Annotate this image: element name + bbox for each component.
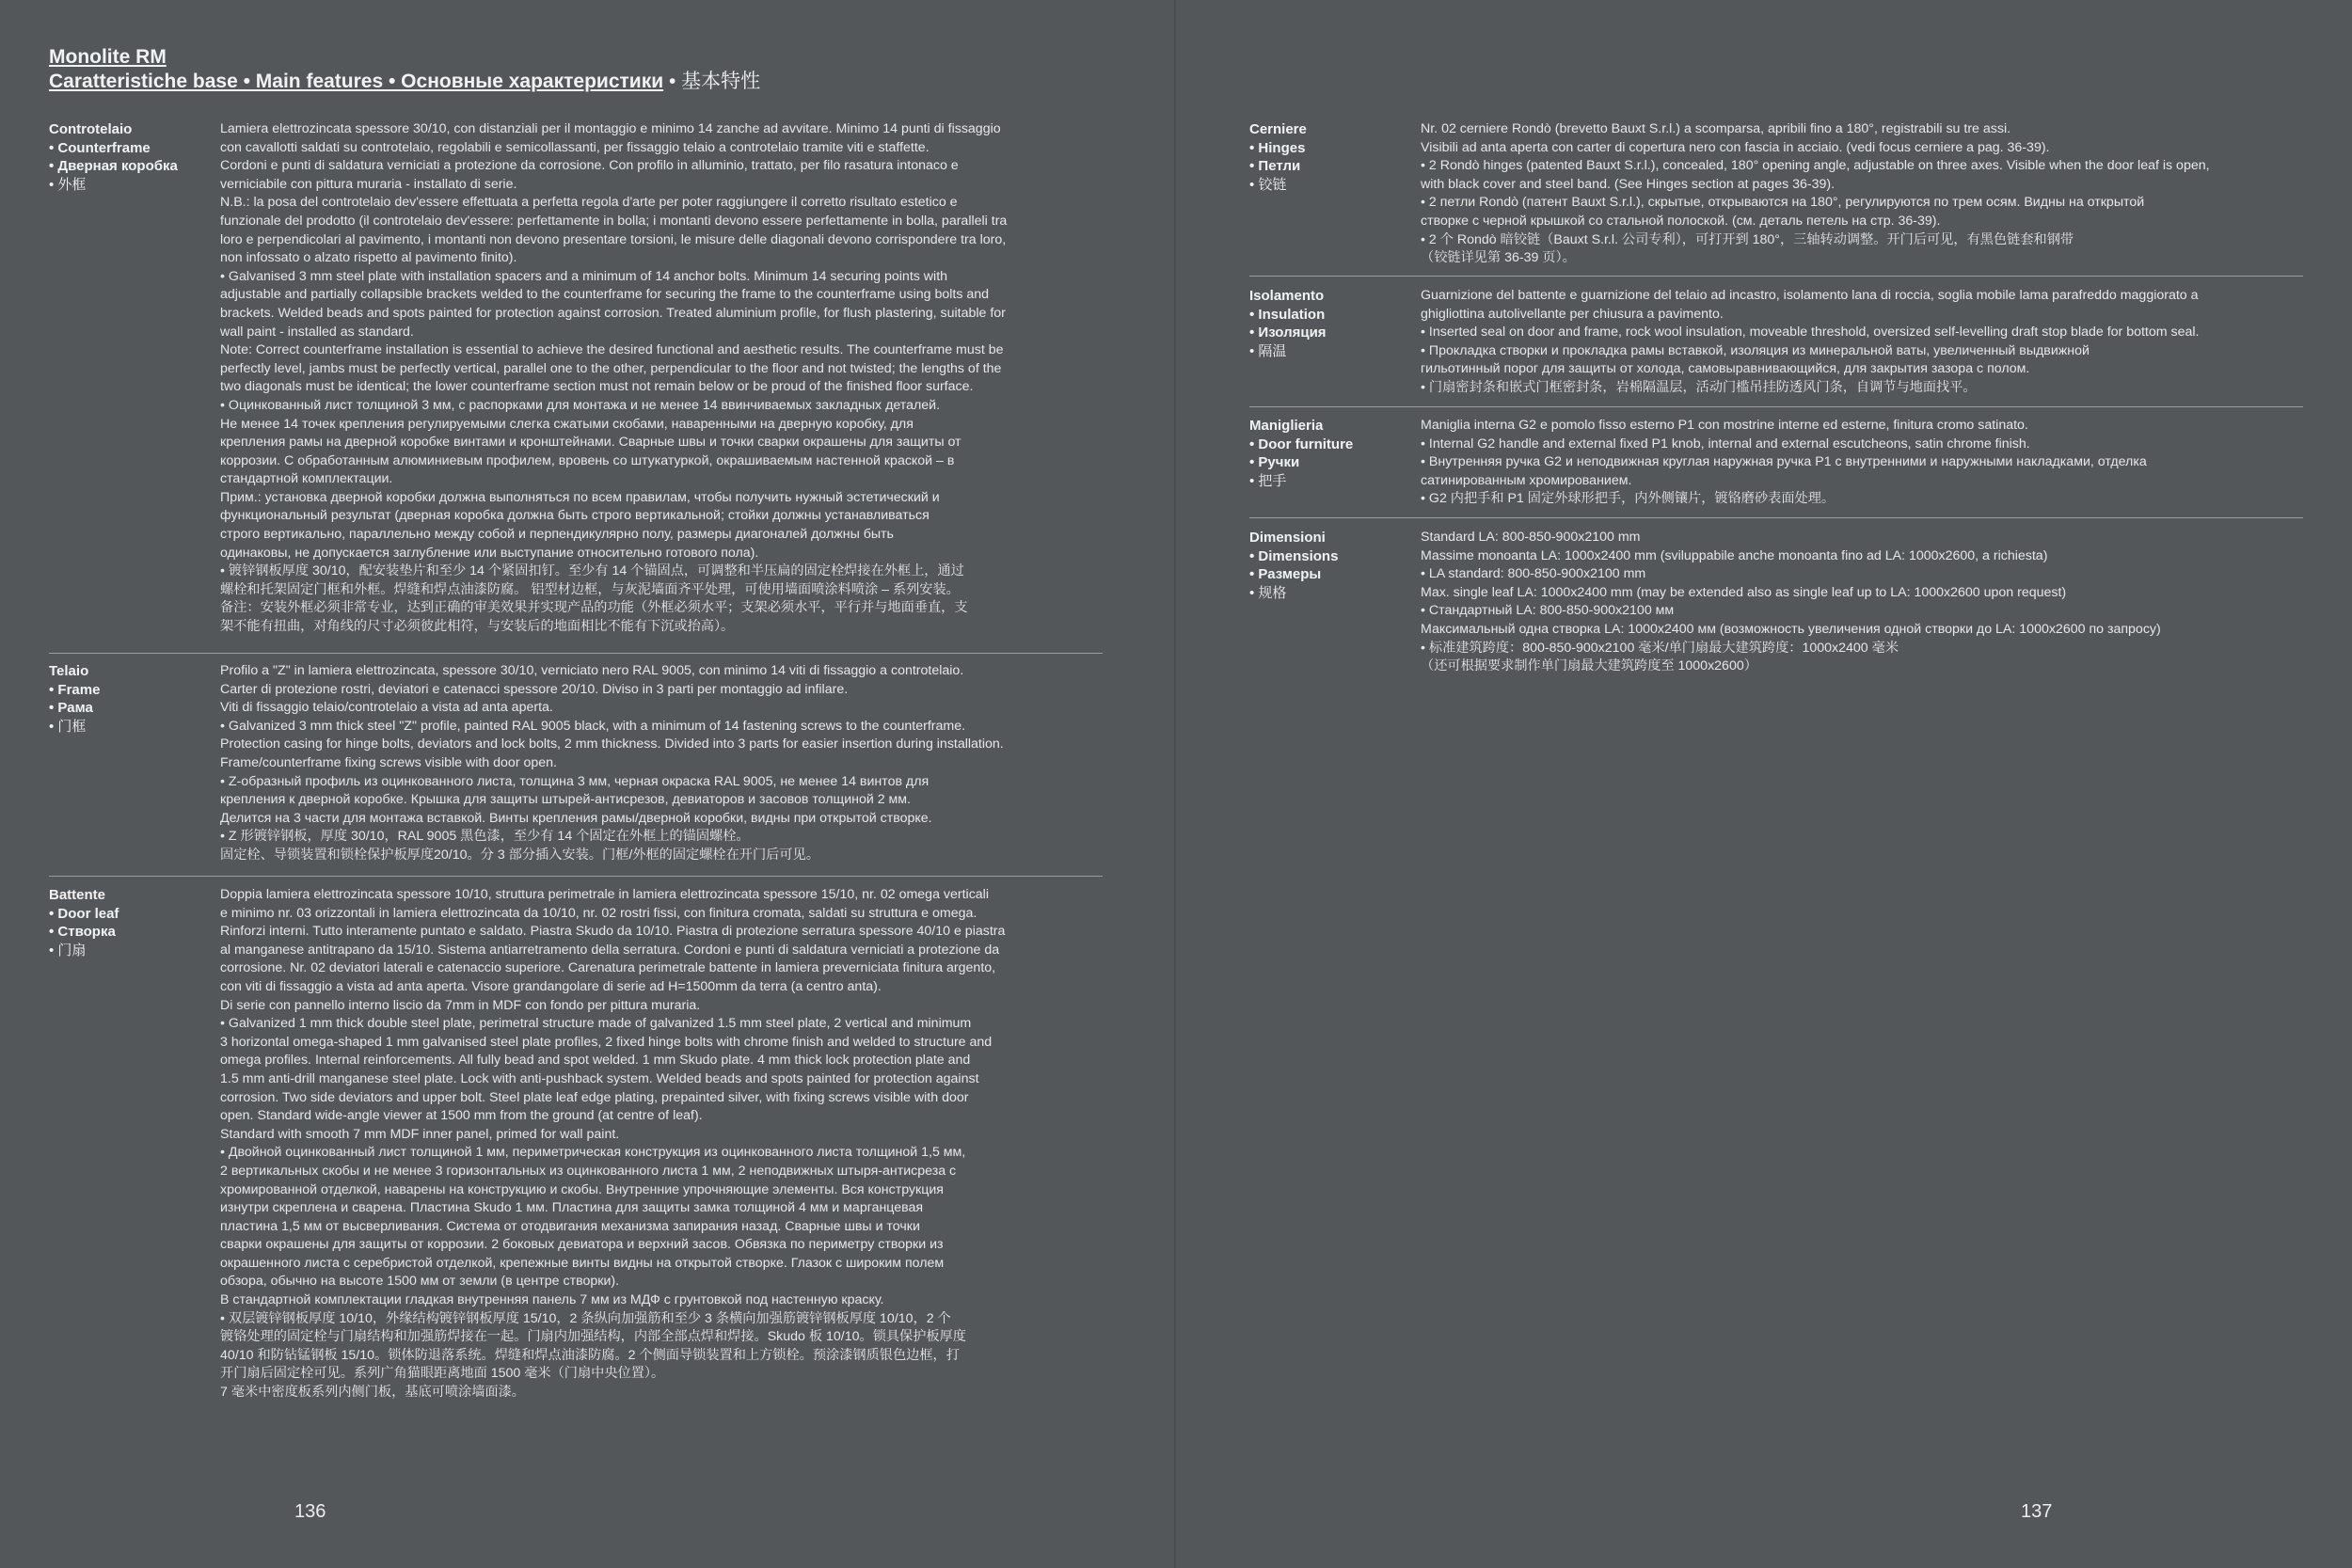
text-line: • LA standard: 800-850-900x2100 mm [1421,566,1646,582]
section-label-ru: • Изоляция [1249,325,1327,341]
text-line: con viti di fissaggio a vista ad anta aperta. Visore grandangolare di serie ad H=1500mm da terra (a centro anta). [220,978,882,994]
section-labels [1249,417,1414,490]
section-label-ru: • Рама [49,700,93,717]
section-label-ru: • Дверная коробка [49,158,178,175]
text-line: 螺栓和托架固定门框和外框。焊缝和焊点油漆防腐。 铝型材边框，与灰泥墙面齐平处理，可使用墙面喷涂料喷涂 – 系列安装。 [220,581,960,597]
section-label-ru: • Размеры [1249,566,1322,583]
text-line: Visibili ad anta aperta con carter di copertura nero con fascia in acciaio. (vedi focus cerniere a pag. 36-39). [1421,139,2050,155]
section-text [1421,287,2312,398]
section-labels [1249,287,1414,360]
text-line: Standard LA: 800-850-900x2100 mm [1421,530,1641,545]
text-line: • G2 内把手和 P1 固定外球形把手，内外侧镶片，镀铬磨砂表面处理。 [1421,491,1836,507]
section-label-en: • Counterframe [49,139,151,156]
text-line: Maniglia interna G2 e pomolo fisso esterno P1 con mostrine interne ed esterne, finitura cromo satinato. [1421,418,2028,433]
text-line: non infossato o alzato rispetto al pavimento finito). [220,250,517,266]
text-line: Делится на 3 части для монтажа вставкой. Винты крепления рамы/дверной коробки, видны при открытой створке. [220,810,932,826]
text-line: perfectly level, jambs must be perfectly vertical, parallel one to the other, perpendicular to the floor and not twisted; the lengths of the [220,360,1002,376]
section-divider [49,653,1103,654]
section-divider [1249,406,2303,407]
document-subtitle [49,70,760,94]
section-insulation [1249,287,2303,400]
section-label-it: Isolamento [1249,288,1325,304]
section-door-furniture [1249,417,2303,511]
text-line: Note: Correct counterframe installation is essential to achieve the desired functional and aesthetic results. The counterframe must be [220,342,1004,358]
document-title: Monolite RM [49,46,167,68]
text-line: • Двойной оцинкованный лист толщиной 1 мм, периметрическая конструкция из оцинкованного листа толщиной 1,5 мм, [220,1145,966,1161]
section-label-en: • Door leaf [49,905,119,922]
text-line: 镀铬处理的固定栓与门扇结构和加强筋焊接在一起。门扇内加强结构，内部全部点焊和焊接。Skudo 板 10/10。锁具保护板厚度 [220,1329,966,1345]
text-line: Viti di fissaggio telaio/controtelaio a vista ad anta aperta. [220,700,553,716]
section-divider [1249,517,2303,518]
section-text [220,886,1112,1402]
text-line: Guarnizione del battente e guarnizione del telaio ad incastro, isolamento lana di roccia, soglia mobile lama parafreddo maggiorato a [1421,288,2199,303]
section-label-ru: • Ручки [1249,454,1300,471]
section-labels [1249,120,1414,194]
section-label-it: Cerniere [1249,121,1307,137]
text-line: изнутри скреплена и сварена. Пластина Skudo 1 мм. Пластина для защиты замка толщиной 4 мм и марганцевая [220,1200,924,1216]
text-line: 2 вертикальных скобы и не менее 3 горизонтальных из оцинкованного листа 1 мм, 2 неподвижных штыря-антисреза с [220,1163,957,1179]
text-line: • Прокладка створки и прокладка рамы вставкой, изоляция из минеральной ваты, увеличенный выдвижной [1421,342,2090,358]
text-line: with black cover and steel band. (See Hinges section at pages 36-39). [1421,176,1836,192]
section-label-cn: • 外框 [49,176,87,193]
section-dimensions [1249,529,2303,689]
text-line: Massime monoanta LA: 1000x2400 mm (sviluppabile anche monoanta fino ad LA: 1000x2600, a richiesta) [1421,547,2048,563]
text-line: 固定栓、导锁装置和锁栓保护板厚度20/10。分 3 部分插入安装。门框/外框的固定螺栓在开门后可见。 [220,847,819,863]
text-line: Profilo a "Z" in lamiera elettrozincata, spessore 30/10, verniciato nero RAL 9005, con minimo 14 viti di fissaggio a controtelaio. [220,663,964,678]
text-line: • Z 形镀锌钢板，厚度 30/10，RAL 9005 黑色漆，至少有 14 个固定在外框上的锚固螺栓。 [220,829,750,845]
text-line: • Внутренняя ручка G2 и неподвижная круглая наружная ручка P1 с внутренними и наружными накладками, отделка [1421,454,2147,470]
section-labels [49,886,214,959]
section-label-en: • Dimensions [1249,547,1339,564]
section-label-en: • Door furniture [1249,436,1354,452]
text-line: brackets. Welded beads and spots painted for protection against corrosion. Treated aluminium profile, for flush plastering, suitable for [220,305,1006,321]
text-line: funzionale del prodotto (il controtelaio dev'essere: perfettamente in bolla; i montanti devono essere perfettamente in bolla, paralleli tra [220,213,1008,229]
text-line: • Galvanized 1 mm thick double steel plate, perimetral structure made of galvanized 1.5 mm steel plate, 2 vertical and minimum [220,1016,972,1032]
text-line: • 门扇密封条和嵌式门框密封条，岩棉隔温层，活动门槛吊挂防透风门条，自调节与地面找平。 [1421,379,1977,395]
text-line: • Стандартный LA: 800-850-900x2100 мм [1421,603,1675,619]
section-label-it: Battente [49,887,106,903]
text-line: сатинированным хромированием. [1421,472,1632,488]
text-line: коррозии. С обработанным алюминиевым профилем, вровень со штукатуркой, окрашиваемым настенной краской – в [220,452,955,468]
text-line: сварки окрашены для защиты от коррозии. 2 боковых девиатора и верхний засов. Обвязка по периметру створки из [220,1237,944,1253]
text-line: 架不能有扭曲，对角线的尺寸必须彼此相符，与安装后的地面相比不能有下沉或抬高）。 [220,619,735,635]
text-line: • 2 петли Rondò (патент Bauxt S.r.l.), скрытые, открываются на 180°, регулируются по трем осям. Видны на открытой [1421,195,2145,211]
text-line: функциональный результат (дверная коробка должна быть строго вертикальной; стойки должны устанавливаться [220,508,930,524]
section-text [1421,529,2312,676]
section-divider [1249,276,2303,277]
text-line: • Z-образный профиль из оцинкованного листа, толщина 3 мм, черная окраска RAL 9005, не менее 14 винтов для [220,773,930,789]
text-line: 1.5 mm anti-drill manganese steel plate. Lock with anti-pushback system. Welded beads and spots painted for protection against [220,1070,979,1086]
section-label-it: Maniglieria [1249,418,1324,434]
text-line: окрашенного листа с серебристой отделкой, крепежные винты видны на открытой створке. Глазок с широким полем [220,1255,945,1271]
text-line: 备注：安装外框必须非常专业，达到正确的审美效果并实现产品的功能（外框必须水平；支架必须水平，平行并与地面垂直，支 [220,600,968,616]
section-hinges [1249,120,2303,271]
text-line: verniciabile con pittura muraria - installato di serie. [220,176,517,192]
text-line: • 标准建筑跨度：800-850-900x2100 毫米/单门扇最大建筑跨度：1000x2400 毫米 [1421,640,1899,656]
text-line: al manganese antitrapano da 15/10. Sistema antiarretramento della serratura. Cordoni e punti di saldatura verniciati a protezione da [220,942,1000,958]
text-line: крепления к дверной коробке. Крышка для защиты штырей-антисрезов, девиаторов и засовов толщиной 2 мм. [220,792,911,808]
section-labels [1249,529,1414,602]
subtitle-languages: Caratteristiche base • Main features • Основные характеристики [49,71,664,92]
text-line: • 镀锌钢板厚度 30/10，配安装垫片和至少 14 个紧固扣钉。至少有 14 个锚固点，可调整和半压扁的固定栓焊接在外框上，通过 [220,563,964,579]
section-counterframe [49,120,1103,647]
section-text [1421,120,2312,268]
text-line: Di serie con pannello interno liscio da 7mm in MDF con fondo per pittura muraria. [220,997,701,1013]
section-text [220,662,1112,865]
text-line: • Galvanized 3 mm thick steel "Z" profile, painted RAL 9005 black, with a minimum of 14 fastening screws to the counterframe. [220,718,966,734]
text-line: пластина 1,5 мм от высверливания. Система от отодвигания механизма запирания назад. Сварные швы и точки [220,1218,920,1234]
text-line: （铰链详见第 36-39 页）。 [1421,250,1576,266]
text-line: ghigliottina autolivellante per chiusura a pavimento. [1421,306,1724,322]
text-line: open. Standard wide-angle viewer at 1500 mm from the ground (at centre of leaf). [220,1108,703,1124]
section-label-cn: • 隔温 [1249,342,1287,359]
text-line: Rinforzi interni. Tutto interamente puntato e saldato. Piastra Skudo da 10/10. Piastra di protezione serratura spessore 40/10 e piastra [220,924,1006,940]
section-labels [49,662,214,736]
text-line: крепления рамы на дверной коробке винтами и кронштейнами. Сварные швы и точки сварки окрашены для защиты от [220,435,961,451]
text-line: adjustable and partially collapsible brackets welded to the counterframe for securing the frame to the counterframe using bolts and [220,287,990,303]
text-line: Max. single leaf LA: 1000x2400 mm (may be extended also as single leaf up to LA: 1000x2600 upon request) [1421,584,2067,600]
text-line: • Galvanised 3 mm steel plate with installation spacers and a minimum of 14 anchor bolts. Minimum 14 securing points with [220,268,948,284]
text-line: e minimo nr. 03 orizzontali in lamiera elettrozincata da 10/10, nr. 02 rostri fissi, con finitura cromata, saldati su struttura e omega. [220,905,977,921]
text-line: строго вертикально, параллельно между собой и перпендикулярно полу, размеры диагоналей должны быть [220,527,894,543]
text-line: Nr. 02 cerniere Rondò (brevetto Bauxt S.r.l.) a scomparsa, apribili fino a 180°, registrabili su tre assi. [1421,121,2011,136]
section-label-cn: • 门框 [49,718,87,735]
text-line: • 双层镀锌钢板厚度 10/10，外缘结构镀锌钢板厚度 15/10，2 条纵向加强筋和至少 3 条横向加强筋镀锌钢板厚度 10/10，2 个 [220,1310,951,1326]
text-line: Frame/counterframe fixing screws visible with door open. [220,754,557,770]
text-line: wall paint - installed as standard. [220,324,414,340]
right-page [1176,0,2352,1568]
text-line: 40/10 和防钻锰钢板 15/10。锁体防退落系统。焊缝和焊点油漆防腐。2 个侧面导锁装置和上方锁栓。预涂漆钢质银色边框，打 [220,1347,960,1363]
text-line: con cavallotti saldati su controtelaio, regolabili e semicollassanti, per fissaggio telaio a controtelaio tramite viti e staffette. [220,139,930,155]
text-line: створке с черной крышкой со стальной полоской. (см. деталь петель на стр. 36-39). [1421,213,1941,229]
text-line: Lamiera elettrozincata spessore 30/10, con distanziali per il montaggio e minimo 14 zanche ad avvitare. Minimo 14 punti di fissaggio [220,121,1001,136]
text-line: • Inserted seal on door and frame, rock wool insulation, moveable threshold, oversized self-levelling draft stop blade for bottom seal. [1421,325,2200,341]
section-label-en: • Insulation [1249,306,1326,323]
text-line: （还可根据要求制作单门扇最大建筑跨度至 1000x2600） [1421,658,1757,674]
text-line: В стандартной комплектации гладкая внутренняя панель 7 мм из МДФ с грунтовкой под настенную краску. [220,1292,884,1308]
text-line: • Internal G2 handle and external fixed P1 knob, internal and external escutcheons, satin chrome finish. [1421,436,2030,451]
section-label-cn: • 铰链 [1249,176,1287,193]
section-frame [49,662,1103,869]
text-line: Прим.: установка дверной коробки должна выполняться по всем правилам, чтобы получить нужный эстетический и [220,489,940,505]
section-label-cn: • 规格 [1249,584,1287,601]
subtitle-chinese: • 基本特性 [663,71,761,92]
left-page [0,0,1174,1568]
text-line: N.B.: la posa del controtelaio dev'essere effettuata a perfetta regola d'arte per poter raggiungere il corretto risultato estetico e [220,195,958,211]
text-line: одинаковы, не допускается заглубление или выступание относительно готового пола). [220,545,759,561]
section-label-ru: • Створка [49,924,116,941]
text-line: хромированной отделкой, наварены на конструкцию и скобы. Внутренние упрочняющие элементы. Вся конструкция [220,1181,944,1197]
section-door-leaf [49,886,1103,1422]
section-label-cn: • 把手 [1249,472,1287,489]
text-line: 7 毫米中密度板系列内侧门板，基底可喷涂墙面漆。 [220,1385,525,1401]
text-line: стандартной комплектации. [220,471,393,487]
text-line: Cordoni e punti di saldatura verniciati a protezione da corrosione. Con profilo in alluminio, trattato, per filo rasatura intonaco e [220,158,959,174]
text-line: Doppia lamiera elettrozincata spessore 10/10, struttura perimetrale in lamiera elettrozincata spessore 15/10, nr. 02 omega verticali [220,887,989,902]
text-line: omega profiles. Internal reinforcements. All fully bead and spot welded. 1 mm Skudo plate. 4 mm thick lock protection plate and [220,1053,971,1069]
section-labels [49,120,214,194]
text-line: гильотинный порог для защиты от холода, самовыравнивающийся, для закрытия зазора с полом. [1421,361,2030,377]
text-line: • 2 个 Rondò 暗铰链（Bauxt S.r.l. 公司专利），可打开到 180°，三轴转动调整。开门后可见，有黑色链套和钢带 [1421,231,2074,247]
section-label-it: Dimensioni [1249,530,1326,546]
page-number: 137 [2021,1501,2053,1522]
text-line: обзора, обычно на высоте 1500 мм от земли (в центре створки). [220,1274,620,1290]
text-line: 开门扇后固定栓可见。系列广角猫眼距离地面 1500 毫米（门扇中央位置）。 [220,1366,665,1382]
text-line: Максимальный одна створка LA: 1000x2400 мм (возможность увеличения одной створки до LA: 1000x2600 по запросу) [1421,621,2161,637]
text-line: Standard with smooth 7 mm MDF inner panel, primed for wall paint. [220,1126,620,1142]
section-label-it: Telaio [49,663,89,679]
section-label-cn: • 门扇 [49,942,87,958]
section-label-ru: • Петли [1249,158,1301,175]
text-line: • Оцинкованный лист толщиной 3 мм, с распорками для монтажа и не менее 14 ввинчиваемых закладных деталей. [220,397,941,413]
section-label-en: • Hinges [1249,139,1306,156]
section-text [220,120,1112,637]
section-label-en: • Frame [49,681,101,698]
text-line: two diagonals must be identical; the lower counterframe section must not remain below or be proud of the finished floor surface. [220,379,974,395]
text-line: Carter di protezione rostri, deviatori e catenacci spessore 20/10. Diviso in 3 parti per montaggio ad infilare. [220,681,849,697]
text-line: Protection casing for hinge bolts, deviators and lock bolts, 2 mm thickness. Divided into 3 parts for easier insertion during installation. [220,736,1004,752]
text-line: corrosion. Two side deviators and upper bolt. Steel plate leaf edge plating, prepainted silver, with fixing screws visible with door [220,1089,969,1105]
section-text [1421,417,2312,509]
text-line: • 2 Rondò hinges (patented Bauxt S.r.l.), concealed, 180° opening angle, adjustable on three axes. Visible when the door leaf is open, [1421,158,2210,174]
text-line: 3 horizontal omega-shaped 1 mm galvanised steel plate profiles, 2 fixed hinge bolts with chrome finish and welded to structure and [220,1034,993,1050]
text-line: corrosione. Nr. 02 deviatori laterali e catenaccio superiore. Carenatura perimetrale battente in lamiera preverniciata finitura argento, [220,960,996,976]
text-line: loro e perpendicolari al pavimento, i montanti non devono presentare torsioni, le misure delle diagonali devono corrispondere tra loro, [220,231,1007,247]
page-number: 136 [294,1501,326,1522]
text-line: Не менее 14 точек крепления регулируемыми слегка сжатыми скобами, наваренными на дверную коробку, для [220,416,914,432]
section-divider [49,876,1103,877]
section-label-it: Controtelaio [49,121,133,137]
